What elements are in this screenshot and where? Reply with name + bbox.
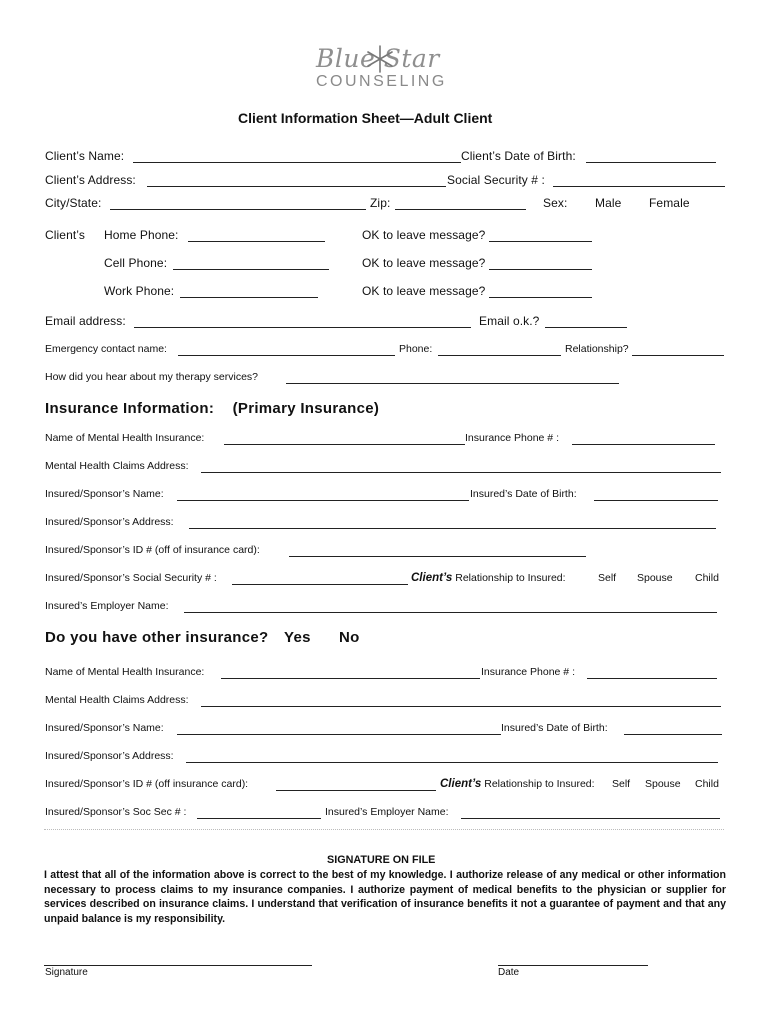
emergency-phone-field[interactable] [438, 355, 561, 356]
client-name-field[interactable] [133, 162, 461, 163]
email-ok-field[interactable] [545, 327, 627, 328]
other-employer-field[interactable] [461, 818, 720, 819]
other-insurance-name-field[interactable] [221, 678, 480, 679]
sponsor-ssn-label: Insured/Sponsor’s Social Security # : [45, 572, 217, 584]
other-client-relationship-group [440, 778, 595, 790]
signature-heading: SIGNATURE ON FILE [327, 854, 436, 866]
other-insurance-heading [45, 629, 268, 646]
insurance-heading-sub: (Primary Insurance) [232, 400, 380, 417]
zip-label: Zip: [370, 196, 391, 210]
relationship-to-insured-label: Relationship to Insured: [455, 572, 566, 584]
other-relationship-child-option[interactable]: Child [695, 778, 719, 790]
sponsor-address-label: Insured/Sponsor’s Address: [45, 516, 174, 528]
other-insured-dob-label: Insured’s Date of Birth: [501, 722, 608, 734]
signature-field[interactable] [44, 965, 312, 966]
other-insurance-phone-label: Insurance Phone # : [481, 666, 575, 678]
insurance-name-field[interactable] [224, 444, 465, 445]
claims-address-label: Mental Health Claims Address: [45, 460, 189, 472]
cell-phone-field[interactable] [173, 269, 329, 270]
other-insured-dob-field[interactable] [624, 734, 722, 735]
email-ok-label: Email o.k.? [479, 314, 540, 328]
other-insurance-no[interactable]: No [339, 629, 360, 646]
logo-script-text: Blue Star [316, 44, 440, 73]
client-relationship-group [411, 572, 566, 584]
other-insurance-yes[interactable]: Yes [284, 629, 311, 646]
other-insurance-name-label: Name of Mental Health Insurance: [45, 666, 205, 678]
insurance-name-label: Name of Mental Health Insurance: [45, 432, 205, 444]
page-title: Client Information Sheet—Adult Client [238, 110, 493, 126]
client-name-label: Client’s Name: [45, 149, 125, 163]
relationship-field[interactable] [632, 355, 724, 356]
home-ok-message-label: OK to leave message? [362, 228, 486, 242]
other-sponsor-name-label: Insured/Sponsor’s Name: [45, 722, 164, 734]
relationship-child-option[interactable]: Child [695, 572, 719, 584]
insurance-phone-field[interactable] [572, 444, 715, 445]
clients-label: Client’s [45, 228, 85, 242]
signature-label: Signature [45, 967, 88, 978]
ssn-label: Social Security # : [447, 173, 545, 187]
other-claims-address-field[interactable] [201, 706, 721, 707]
other-relationship-to-insured-label: Relationship to Insured: [484, 778, 595, 790]
other-relationship-spouse-option[interactable]: Spouse [645, 778, 681, 790]
client-address-field[interactable] [147, 186, 446, 187]
sex-female-option[interactable]: Female [649, 196, 690, 210]
ssn-field[interactable] [553, 186, 725, 187]
date-field[interactable] [498, 965, 648, 966]
other-sponsor-name-field[interactable] [177, 734, 501, 735]
sponsor-address-field[interactable] [189, 528, 716, 529]
home-phone-field[interactable] [188, 241, 325, 242]
other-insurance-phone-field[interactable] [587, 678, 717, 679]
other-employer-label: Insured’s Employer Name: [325, 806, 449, 818]
city-state-label: City/State: [45, 196, 102, 210]
other-soc-sec-field[interactable] [197, 818, 321, 819]
claims-address-field[interactable] [201, 472, 721, 473]
insured-dob-label: Insured’s Date of Birth: [470, 488, 577, 500]
employer-label: Insured’s Employer Name: [45, 600, 169, 612]
work-ok-message-label: OK to leave message? [362, 284, 486, 298]
work-ok-message-field[interactable] [489, 297, 592, 298]
cell-phone-label: Cell Phone: [104, 256, 168, 270]
logo-caps-text: COUNSELING [316, 73, 447, 90]
other-sponsor-id-label: Insured/Sponsor’s ID # (off insurance card): [45, 778, 249, 790]
insured-dob-field[interactable] [594, 500, 718, 501]
zip-field[interactable] [395, 209, 526, 210]
clients-italic-label: Client’s [411, 572, 453, 584]
city-state-field[interactable] [110, 209, 366, 210]
other-soc-sec-label: Insured/Sponsor’s Soc Sec # : [45, 806, 187, 818]
email-field[interactable] [134, 327, 471, 328]
other-relationship-self-option[interactable]: Self [612, 778, 631, 790]
emergency-phone-label: Phone: [399, 343, 433, 355]
email-label: Email address: [45, 314, 126, 328]
emergency-contact-field[interactable] [178, 355, 395, 356]
sex-label: Sex: [543, 196, 568, 210]
section-divider [44, 829, 724, 830]
other-claims-address-label: Mental Health Claims Address: [45, 694, 189, 706]
relationship-label: Relationship? [565, 343, 629, 355]
work-phone-field[interactable] [180, 297, 318, 298]
date-label: Date [498, 967, 520, 978]
work-phone-label: Work Phone: [104, 284, 175, 298]
other-sponsor-address-label: Insured/Sponsor’s Address: [45, 750, 174, 762]
other-clients-italic-label: Client’s [440, 778, 482, 790]
client-dob-field[interactable] [586, 162, 716, 163]
emergency-contact-label: Emergency contact name: [45, 343, 167, 355]
insurance-heading-text: Insurance Information: [45, 400, 215, 417]
referral-field[interactable] [286, 383, 619, 384]
sponsor-id-field[interactable] [289, 556, 586, 557]
sponsor-name-field[interactable] [177, 500, 469, 501]
insurance-heading [45, 400, 379, 417]
relationship-spouse-option[interactable]: Spouse [637, 572, 673, 584]
sponsor-ssn-field[interactable] [232, 584, 408, 585]
sponsor-id-label: Insured/Sponsor’s ID # (off of insurance card): [45, 544, 260, 556]
cell-ok-message-field[interactable] [489, 269, 592, 270]
other-sponsor-address-field[interactable] [186, 762, 718, 763]
client-dob-label: Client’s Date of Birth: [461, 149, 576, 163]
home-phone-label: Home Phone: [104, 228, 179, 242]
referral-label: How did you hear about my therapy services? [45, 371, 259, 383]
home-ok-message-field[interactable] [489, 241, 592, 242]
cell-ok-message-label: OK to leave message? [362, 256, 486, 270]
sex-male-option[interactable]: Male [595, 196, 622, 210]
attestation-text: I attest that all of the information above is correct to the best of my knowledge. I authorize release of any medical or other information necessary to process claims to my insurance companies. I authorize payment of medical benefits to the physician or supplier for services described on insurance claims. I understand that verification of insurance benefits it not a guarantee of payment and that any unpaid balance is my responsibility. [44, 869, 726, 925]
other-insurance-question: Do you have other insurance? [45, 629, 269, 646]
other-sponsor-id-field[interactable] [276, 790, 436, 791]
employer-field[interactable] [184, 612, 717, 613]
sponsor-name-label: Insured/Sponsor’s Name: [45, 488, 164, 500]
client-address-label: Client’s Address: [45, 173, 136, 187]
relationship-self-option[interactable]: Self [598, 572, 617, 584]
insurance-phone-label: Insurance Phone # : [465, 432, 559, 444]
star-logo-icon [365, 44, 395, 74]
